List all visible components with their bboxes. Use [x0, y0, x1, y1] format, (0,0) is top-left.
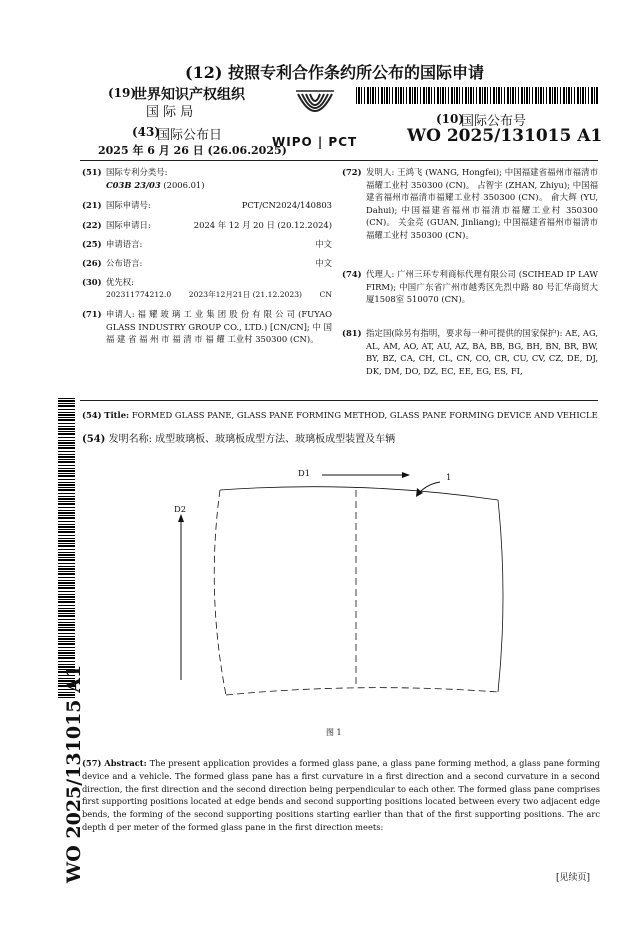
pubno-code: (10) [436, 112, 465, 126]
abstract: (57) Abstract: The present application provides a formed glass pane, a glass pane forming method, a glass pane forming device and a vehicle. The formed glass pane has a first curvature in a first direction and a second curvature in a second direction, the first direction and the second direction being perpendicular to each other. The formed glass pane comprises first supporting positions located at edge bends and second supporting positions located between every two adjacent edge bends, the forming of the second supporting positions starting earlier than that of the first supporting positions. The arc depth d per meter of the formed glass pane in the first direction meets: [82, 758, 601, 832]
top-barcode [356, 87, 598, 104]
wipo-pct-text: WIPO | PCT [272, 135, 358, 149]
label-1: 1 [446, 472, 452, 482]
fields-divider [80, 400, 598, 401]
pubdate-value: 2025 年 6 月 26 日 (26.06.2025) [98, 144, 287, 157]
agent-field: (74) 代理人: 广州三环专利商标代理有限公司 (SCIHEAD IP LAW FIRM); 中国广东省广州市越秀区先烈中路 80 号汇华商贸大厦1508室 510070 (CN)。 [342, 269, 598, 305]
org-name: 世界知识产权组织 [133, 87, 245, 103]
publication-language-field: (26) 公布语言: 中文 [82, 258, 332, 268]
filing-date-field: (22) 国际申请日: 2024 年 12 月 20 日 (20.12.2024) [82, 220, 332, 230]
title-zh: (54) 发明名称: 成型玻璃板、玻璃板成型方法、玻璃板成型装置及车辆 [82, 434, 396, 445]
label-d1: D1 [298, 468, 311, 478]
designated-states-field: (81) 指定国(除另有指明，要求每一种可提供的国家保护): AE, AG, AL, AM, AO, AT, AU, AZ, BA, BB, BG, BH, BN, BR, BW, BY, BZ, CA, CH, CL, CN, CO, CR, CU, CV, CZ, DE, DJ, DK, DM, DO, DZ, EC, EE, EG, ES, FI, [342, 328, 598, 376]
label-d2: D2 [174, 504, 187, 514]
pubno-value: WO 2025/131015 A1 [407, 126, 603, 146]
side-publication-number: WO 2025/131015 A1 [63, 664, 85, 884]
pubno-label: 国际公布号 [461, 114, 527, 129]
inventor-field: (72) 发明人: 王鸿飞 (WANG, Hongfei); 中国福建省福州市福清市福耀工业村 350300 (CN)。 占智宇 (ZHAN, Zhiyu); 中国福建省福州市福清市福耀工业村 350300 (CN)。 俞大辉 (YU, Dahui); 中国福建省福州市福清市福耀工业村 350300 (CN)。 关金亮 (GUAN, Jinliang); 中国福建省福州市福清市福耀工业村 350300 (CN)。 [342, 167, 598, 240]
title-en: (54) Title: FORMED GLASS PANE, GLASS PANE FORMING METHOD, GLASS PANE FORMING DEVICE AND VEHICLE [82, 410, 598, 420]
wipo-emblem-icon [284, 88, 346, 134]
document-title: (12) 按照专利合作条约所公布的国际申请 [185, 63, 484, 82]
glass-pane-drawing [170, 460, 530, 720]
figure-1 [170, 460, 530, 720]
org-code: (19) [108, 86, 137, 100]
pubdate-label: 国际公布日 [157, 128, 223, 143]
priority-field: (30) 优先权: 202311774212.0 2023年12月21日 (21.12.2023) CN [82, 277, 332, 299]
applicant-field: (71) 申请人: 福 耀 玻 璃 工 业 集 团 股 份 有 限 公 司 (FUYAO GLASS INDUSTRY GROUP CO., LTD.) [CN/CN]; 中 国 福 建 省 福 州 市 福 清 市 福 耀 工业村 350300 (CN)。 [82, 309, 332, 345]
wipo-logo [284, 88, 346, 134]
application-number-field: (21) 国际申请号: PCT/CN2024/140803 [82, 200, 332, 210]
figure-caption: 图 1 [326, 728, 342, 737]
ipc-field: (51) 国际专利分类号: C03B 23/03 (2006.01) [82, 167, 205, 190]
pubdate-code: (43) [132, 125, 161, 139]
org-sub: 国 际 局 [146, 105, 194, 120]
continued-note: [见续页] [556, 873, 591, 883]
filing-language-field: (25) 申请语言: 中文 [82, 239, 332, 249]
header-divider [80, 160, 598, 161]
